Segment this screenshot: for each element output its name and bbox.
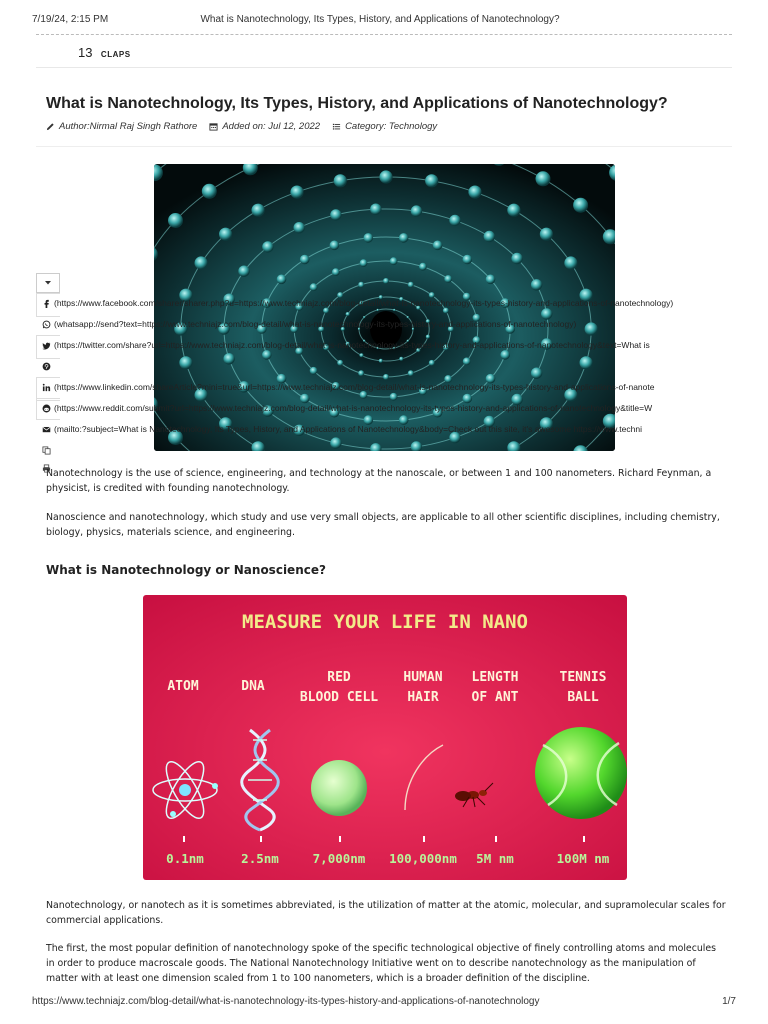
author-text: Author:Nirmal Raj Singh Rathore [59, 121, 198, 132]
lattice-atom [449, 215, 460, 226]
share-toggle-button[interactable] [36, 273, 60, 293]
lattice-atom [358, 282, 364, 288]
body-paragraph-3: Nanotechnology, or nanotech as it is sometimes abbreviated, is the utilization of matter at the atomic, molecular, and supramolecular scales for commercial applications. [46, 900, 726, 926]
lattice-atom [379, 170, 392, 183]
lattice-atom [277, 275, 287, 285]
share-whatsapp-link[interactable] [40, 318, 734, 330]
lattice-atom [468, 186, 481, 199]
lattice-atom [202, 184, 217, 199]
item-size: 100M nm [556, 851, 610, 866]
claps-count: 13 [78, 45, 93, 60]
reddit-url: (https://www.reddit.com/submit?url=https://www.techniajz.com/blog-detail/what-is-nanotechnology-its-types-history-and-applications-of-nanotechnology&title=W [54, 403, 653, 413]
lattice-atom [486, 275, 496, 285]
item-size: 0.1nm [166, 851, 204, 866]
share-pinterest-link[interactable] [40, 360, 734, 372]
pinterest-icon [42, 362, 51, 371]
lattice-atom [411, 205, 422, 216]
print-datetime: 7/19/24, 2:15 PM [32, 14, 109, 25]
share-reddit-link[interactable] [40, 402, 734, 414]
share-email-link[interactable] [40, 423, 734, 435]
lattice-atom [370, 204, 381, 215]
lattice-atom [262, 350, 272, 360]
category-text: Category: Technology [345, 121, 438, 132]
lattice-atom [390, 393, 398, 401]
article-title: What is Nanotechnology, Its Types, History, and Applications of Nanotechnology? [46, 95, 668, 112]
divider [36, 67, 732, 68]
item-label: HAIR [407, 690, 439, 705]
meta-category[interactable] [332, 121, 437, 132]
share-twitter-link[interactable] [40, 339, 734, 351]
claps-counter[interactable] [78, 44, 131, 62]
lattice-atom [294, 222, 305, 233]
body-paragraph-4: The first, the most popular definition of nanotechnology spoke of the specific technological objective of finely controlling atoms and molecules in order to produce macroscale goods. The National Nanotechnology Initiative went on to describe nanotechnology as the manipulation of matter with at least one dimension scaled from 1 to 100 nanometers, which is a broader definition of the discipline. [46, 943, 717, 984]
claps-label: CLAPS [100, 50, 131, 59]
print-url: https://www.techniajz.com/blog-detail/what-is-nanotechnology-its-types-history-and-applications-of-nanotechnology [32, 996, 540, 1007]
lattice-atom [310, 283, 318, 291]
tennis-ball-illustration [535, 727, 627, 819]
lattice-atom [408, 282, 414, 288]
whatsapp-icon [42, 320, 51, 329]
list-icon [332, 122, 341, 131]
lattice-atom [540, 228, 553, 241]
lattice-atom [507, 204, 520, 217]
item-label: HUMAN [403, 670, 443, 685]
item-label: LENGTH [471, 670, 519, 685]
lattice-atom [536, 171, 551, 186]
item-size: 2.5nm [241, 851, 279, 866]
lattice-atom [500, 350, 510, 360]
lattice-atom [393, 309, 395, 311]
lattice-atom [168, 213, 183, 228]
print-page-title: What is Nanotechnology, Its Types, History, and Applications of Nanotechnology? [200, 14, 560, 25]
share-facebook-link[interactable] [40, 297, 734, 309]
facebook-url: (https://www.facebook.com/sharer/sharer.php?u=https://www.techniajz.com/blog-detail/what-is-nanotechnology-its-types-history-and-applications-of-nanotechnology) [54, 298, 674, 308]
twitter-url: (https://twitter.com/share?url=https://www.techniajz.com/blog-detail/what-is-nanotechnology-its-types-history-and-applications-of-nanotechnology&text=What is [54, 340, 650, 350]
lattice-atom [484, 231, 495, 242]
dashed-divider [36, 34, 732, 35]
lattice-atom [425, 174, 438, 187]
copy-icon [42, 446, 51, 455]
nano-scale-infographic [143, 595, 627, 880]
item-size: 7,000nm [312, 851, 366, 866]
share-copy-link[interactable] [40, 444, 734, 456]
lattice-atom [511, 253, 522, 264]
lattice-atom [219, 228, 232, 241]
body-paragraph-2: Nanoscience and nanotechnology, which study and use very small objects, are applicable to all other scientific disciplines, including chemistry, biology, physics, materials science, and engineering. [46, 512, 720, 538]
lattice-atom [332, 268, 340, 276]
lattice-atom [334, 174, 347, 187]
lattice-atom [300, 255, 310, 265]
print-header [32, 14, 728, 30]
date-text: Added on: Jul 12, 2022 [222, 121, 321, 132]
section-heading: What is Nanotechnology or Nanoscience? [46, 563, 326, 577]
item-size: 100,000nm [389, 851, 457, 866]
item-size: 5M nm [476, 851, 514, 866]
whatsapp-url: (whatsapp://send?text=https://www.techniajz.com/blog-detail/what-is-nanotechnology-its-types-history-and-applications-of-nanotechnology) [54, 319, 577, 329]
lattice-atom [390, 257, 398, 265]
print-page-number: 1/7 [722, 996, 736, 1007]
lattice-atom [330, 209, 341, 220]
lattice-atom [360, 259, 368, 267]
meta-author [46, 121, 197, 132]
email-url: (mailto:?subject=What is Nanotechnology, Its Types, History, and Applications of Nanotechnology&body=Check out this site, it's awesome https://www.techni [54, 424, 642, 434]
lattice-atom [531, 279, 542, 290]
lattice-atom [377, 309, 379, 311]
lattice-atom [252, 204, 265, 217]
print-footer [32, 996, 736, 1010]
item-label: TENNIS [559, 670, 607, 685]
linkedin-url: (https://www.linkedin.com/shareArticle?mini=true&url=https://www.techniajz.com/blog-detail/what-is-nanotechnology-its-types-history-and-applications-of-nanote [54, 382, 655, 392]
item-label: ATOM [167, 679, 199, 694]
lattice-atom [262, 241, 273, 252]
lattice-atom [383, 278, 389, 284]
share-item-frame [36, 398, 60, 420]
lattice-atom [573, 198, 588, 213]
share-item-frame [36, 335, 60, 359]
lattice-atom [419, 263, 427, 271]
lattice-atom [330, 241, 340, 251]
lattice-atom [564, 256, 577, 269]
envelope-icon [42, 425, 51, 434]
lattice-atom [399, 233, 409, 243]
blood-cell-illustration [311, 760, 367, 816]
share-linkedin-link[interactable] [40, 381, 734, 393]
body-paragraph-1: Nanotechnology is the use of science, engineering, and technology at the nanoscale, or between 1 and 100 nanometers. Richard Feynman, a physicist, is credited with founding nanotechnology. [46, 468, 712, 494]
lattice-atom [290, 186, 303, 199]
item-label: BLOOD CELL [299, 690, 379, 705]
lattice-atom [238, 266, 249, 277]
lattice-atom [364, 233, 374, 243]
calendar-icon [209, 122, 218, 131]
item-label: DNA [241, 679, 265, 694]
pencil-icon [46, 122, 55, 131]
article-meta [46, 121, 437, 132]
lattice-atom [444, 275, 452, 283]
lattice-atom [383, 374, 389, 380]
item-label: RED [327, 670, 351, 685]
share-item-frame [36, 293, 60, 317]
meta-date [209, 121, 320, 132]
item-label: BALL [567, 690, 599, 705]
divider [36, 146, 732, 147]
infographic-heading: MEASURE YOUR LIFE IN NANO [242, 611, 528, 633]
item-label: OF ANT [471, 690, 519, 705]
lattice-atom [359, 353, 363, 357]
lattice-atom [346, 312, 350, 316]
lattice-atom [195, 256, 208, 269]
lattice-atom [463, 255, 473, 265]
caret-down-icon [44, 280, 52, 286]
lattice-atom [433, 241, 443, 251]
